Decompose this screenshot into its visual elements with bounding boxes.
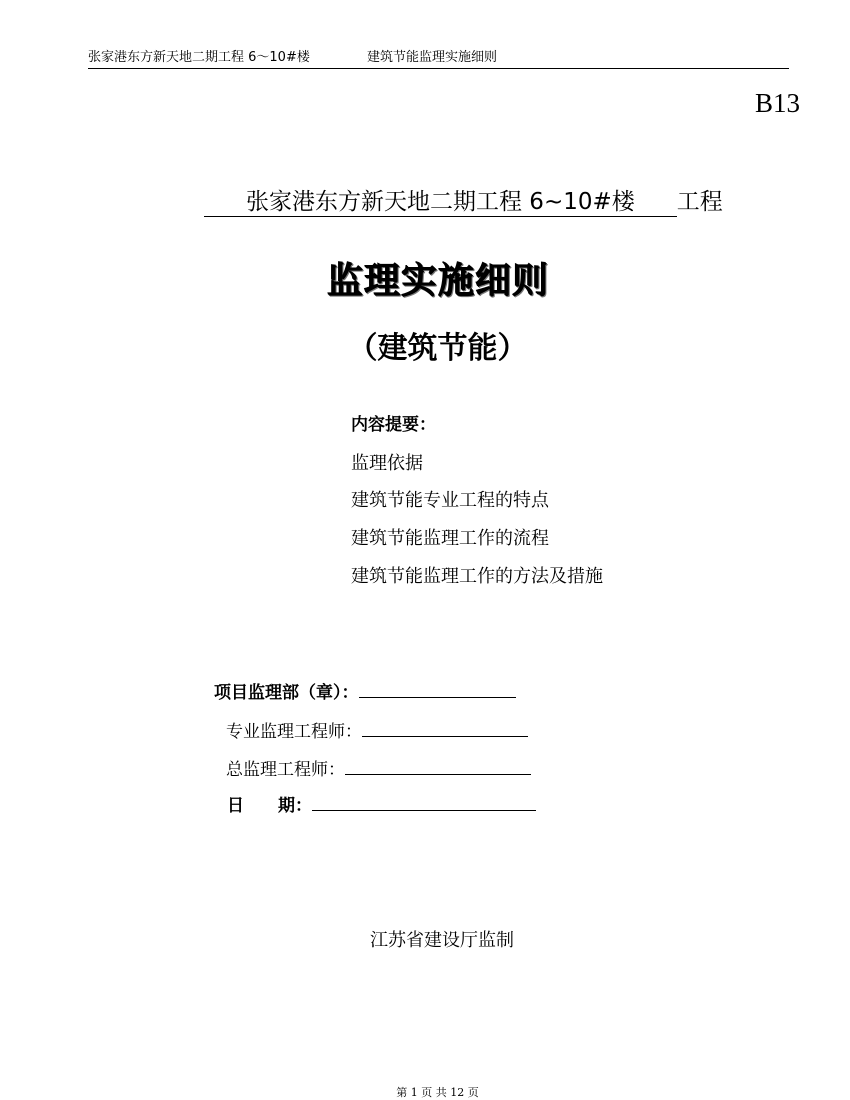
project-name: 张家港东方新天地二期工程 6~10#楼 (204, 188, 677, 217)
date-label: 日 期： (227, 796, 312, 816)
page-number-footer: 第 1 页 共 12 页 (396, 1086, 479, 1099)
contents-item: 建筑节能监理工作的流程 (351, 528, 549, 549)
signature-row-engineer (226, 717, 528, 742)
signature-row-dept (214, 678, 516, 703)
dept-seal-label: 项目监理部（章）： (214, 683, 359, 703)
document-subtitle: （建筑节能） (347, 331, 528, 366)
date-blank (312, 794, 536, 811)
document-code: B13 (755, 88, 801, 118)
signature-row-date (227, 791, 536, 816)
chief-engineer-label: 总监理工程师： (226, 760, 345, 780)
contents-item: 建筑节能监理工作的方法及措施 (351, 566, 603, 587)
project-suffix: 工程 (676, 189, 723, 215)
document-title: 监理实施细则 (326, 260, 549, 301)
dept-seal-blank (359, 681, 516, 698)
chief-signature-blank (345, 758, 531, 775)
contents-heading: 内容提要： (351, 415, 436, 435)
engineer-label: 专业监理工程师： (226, 722, 362, 742)
signature-row-chief (226, 755, 531, 780)
contents-item: 建筑节能专业工程的特点 (351, 490, 549, 511)
running-header-doc-title: 建筑节能监理实施细则 (367, 50, 498, 65)
running-header-project: 张家港东方新天地二期工程 6～10#楼 (88, 50, 310, 65)
project-line (204, 188, 723, 217)
header-rule (88, 68, 789, 69)
engineer-signature-blank (362, 720, 528, 737)
issuer-text: 江苏省建设厅监制 (370, 930, 514, 951)
contents-item: 监理依据 (351, 453, 423, 474)
